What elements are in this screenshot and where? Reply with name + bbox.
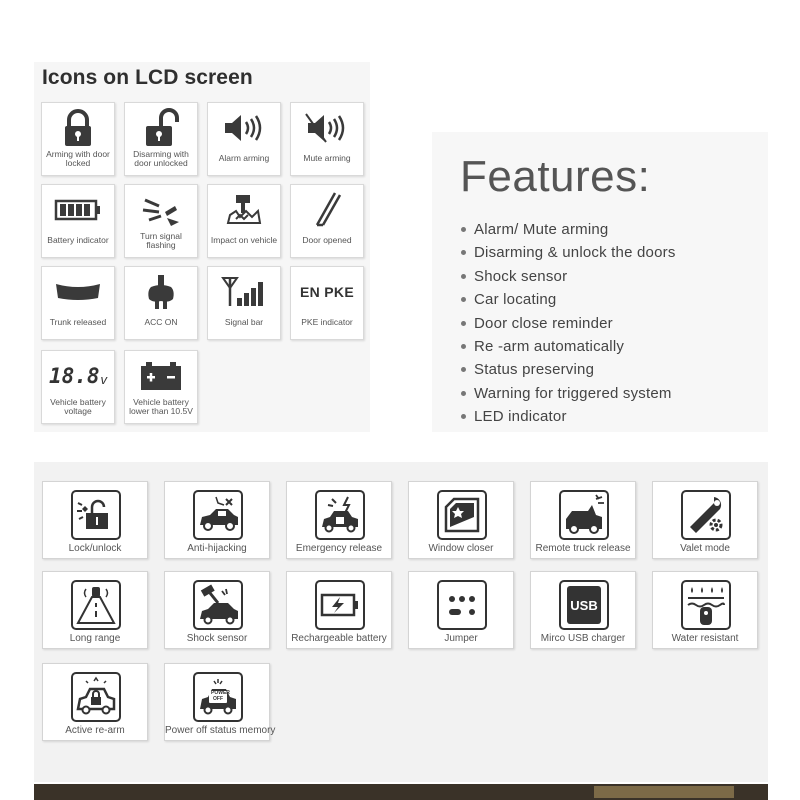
trunk-icon — [42, 273, 114, 311]
lcd-tile-label: Vehicle battery voltage — [50, 396, 106, 416]
bullet-icon — [461, 414, 466, 419]
acc-icon — [125, 273, 197, 311]
feature-text: Status preserving — [474, 361, 595, 379]
bullet-icon — [461, 344, 466, 349]
valet-mode-icon — [681, 490, 731, 540]
power-off-text: POWER OFF — [211, 690, 230, 702]
impact-icon — [208, 191, 280, 229]
lock-unlock-icon — [71, 490, 121, 540]
function-label: Valet mode — [680, 543, 730, 554]
lcd-tile-label: Disarming with door unlocked — [133, 148, 189, 168]
feature-item — [460, 292, 676, 315]
bullet-icon — [461, 391, 466, 396]
function-tile-long-range — [42, 571, 148, 649]
emergency-release-icon — [315, 490, 365, 540]
pke-text: EN PKE — [300, 284, 354, 300]
lcd-tile-label: Vehicle battery lower than 10.5V — [129, 396, 193, 416]
lcd-tile-label: Door opened — [302, 235, 352, 246]
feature-text: Shock sensor — [474, 267, 568, 285]
function-label: Remote truck release — [535, 543, 631, 554]
feature-text: Door close reminder — [474, 314, 613, 332]
feature-text: LED indicator — [474, 408, 567, 426]
function-label: Mirco USB charger — [540, 633, 626, 644]
window-closer-icon — [437, 490, 487, 540]
speaker-icon — [208, 109, 280, 147]
speaker-muted-icon — [291, 109, 363, 147]
function-label: Lock/unlock — [68, 543, 122, 554]
lcd-tile-impact — [207, 184, 281, 258]
feature-text: Alarm/ Mute arming — [474, 221, 609, 238]
feature-item — [460, 245, 676, 268]
door-open-icon — [291, 191, 363, 229]
anti-hijacking-icon — [193, 490, 243, 540]
lcd-tile-label: PKE indicator — [301, 317, 353, 328]
lcd-tile-label: Battery indicator — [47, 235, 109, 246]
function-tile-window-closer — [408, 481, 514, 559]
power-off-memory-icon — [193, 672, 243, 722]
water-resistant-icon — [681, 580, 731, 630]
feature-text: Car locating — [474, 291, 557, 309]
lcd-tile-pke — [290, 266, 364, 340]
features-title: Features: — [460, 152, 651, 201]
feature-item — [460, 339, 676, 362]
lcd-tile-label: Turn signal flashing — [140, 230, 182, 250]
bullet-icon — [461, 321, 466, 326]
lcd-tile-arming-locked — [41, 102, 115, 176]
usb-plug — [567, 586, 601, 624]
function-tile-rechargeable-battery — [286, 571, 392, 649]
lcd-tile-label: Mute arming — [303, 153, 351, 164]
lcd-tile-disarming-unlocked — [124, 102, 198, 176]
bottom-photo-strip — [34, 784, 768, 800]
lcd-tile-door-opened — [290, 184, 364, 258]
lcd-tile-label: Alarm arming — [218, 153, 270, 164]
car-battery-icon — [125, 357, 197, 395]
lcd-tile-label: Arming with door locked — [46, 148, 110, 168]
pke-icon — [291, 273, 363, 311]
function-tile-shock-sensor — [164, 571, 270, 649]
remote-trunk-release-icon — [559, 490, 609, 540]
voltage-display-icon — [42, 357, 114, 395]
bullet-icon — [461, 250, 466, 255]
function-label: Jumper — [444, 633, 478, 644]
lcd-tile-voltage — [41, 350, 115, 424]
usb-icon — [559, 580, 609, 630]
bullet-icon — [461, 297, 466, 302]
feature-item — [460, 362, 676, 385]
lcd-tile-trunk — [41, 266, 115, 340]
function-label: Rechargeable battery — [291, 633, 387, 644]
padlock-locked-icon — [42, 109, 114, 147]
lcd-tile-low-battery — [124, 350, 198, 424]
feature-text: Re -arm automatically — [474, 337, 625, 355]
lcd-tile-label: ACC ON — [144, 317, 178, 328]
function-tile-anti-hijacking — [164, 481, 270, 559]
lcd-tile-signal-bar — [207, 266, 281, 340]
features-list — [460, 222, 676, 433]
rechargeable-battery-icon — [315, 580, 365, 630]
bullet-icon — [461, 227, 466, 232]
feature-item — [460, 386, 676, 409]
lcd-tile-label: Signal bar — [224, 317, 264, 328]
shock-sensor-icon — [193, 580, 243, 630]
signal-bar-icon — [208, 273, 280, 311]
voltage-value: 18.8 — [48, 364, 100, 388]
function-label: Shock sensor — [186, 633, 248, 644]
function-tile-emergency-release — [286, 481, 392, 559]
function-label: Power off status memory — [165, 725, 276, 736]
lcd-tile-label: Trunk released — [49, 317, 107, 328]
function-label: Anti-hijacking — [187, 543, 247, 554]
usb-text: USB — [570, 597, 598, 613]
function-tile-active-rearm — [42, 663, 148, 741]
function-tile-usb-charger — [530, 571, 636, 649]
function-tile-valet-mode — [652, 481, 758, 559]
feature-text: Warning for triggered system — [474, 384, 672, 402]
function-label: Water resistant — [671, 633, 739, 644]
feature-item — [460, 409, 676, 432]
lcd-section-title: Icons on LCD screen — [42, 66, 253, 89]
function-label: Long range — [69, 633, 121, 644]
bullet-icon — [461, 367, 466, 372]
lcd-tile-turn-signal — [124, 184, 198, 258]
lcd-tile-mute-arming — [290, 102, 364, 176]
voltage-unit: v — [100, 371, 108, 387]
function-tile-remote-trunk-release — [530, 481, 636, 559]
lcd-tile-alarm-arming — [207, 102, 281, 176]
function-tile-power-off-memory — [164, 663, 276, 741]
battery-icon — [42, 191, 114, 229]
long-range-icon — [71, 580, 121, 630]
feature-item — [460, 269, 676, 292]
lcd-tile-battery — [41, 184, 115, 258]
jumper-icon — [437, 580, 487, 630]
turn-signal-icon — [125, 191, 197, 229]
padlock-unlocked-icon — [125, 109, 197, 147]
function-label: Window closer — [428, 543, 494, 554]
feature-item — [460, 222, 676, 245]
feature-text: Disarming & unlock the doors — [474, 244, 676, 262]
function-label: Emergency release — [295, 543, 383, 554]
lcd-tile-label: Impact on vehicle — [210, 235, 278, 246]
feature-item — [460, 316, 676, 339]
function-tile-jumper — [408, 571, 514, 649]
lcd-tile-acc — [124, 266, 198, 340]
bullet-icon — [461, 274, 466, 279]
function-tile-lock-unlock — [42, 481, 148, 559]
function-label: Active re-arm — [65, 725, 125, 736]
active-rearm-icon — [71, 672, 121, 722]
function-tile-water-resistant — [652, 571, 758, 649]
